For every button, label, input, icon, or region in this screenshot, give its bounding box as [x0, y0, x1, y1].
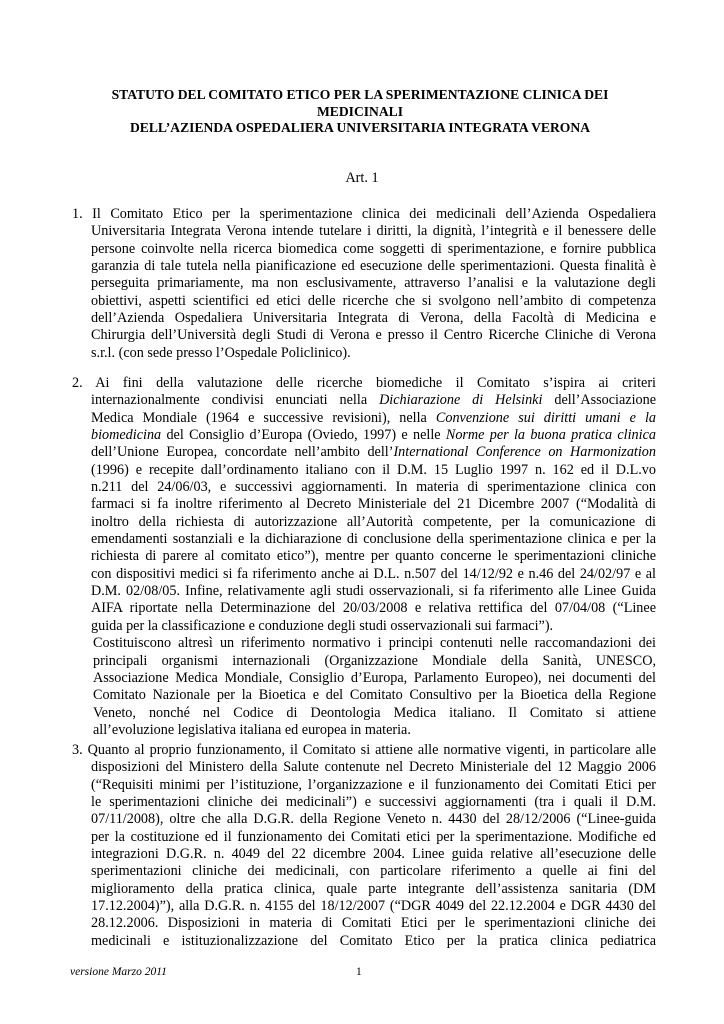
text-line: D.M. 02/08/05. Infine, relativamente agli studi osservazionali, si fa riferimento alle Linee Guida — [91, 583, 656, 600]
text-line: emendamenti sostanziali e la dichiarazione di conclusione della sperimentazione clinica e per la — [91, 531, 656, 548]
text-line: 17.12.2004)”), alla D.G.R. n. 4155 del 18/12/2007 (“DGR 4049 del 22.12.2004 e DGR 4430 del — [91, 898, 656, 915]
text-run: del Consiglio d’Europa (Oviedo, 1997) e nelle — [161, 427, 446, 444]
text-line: inoltro della richiesta di autorizzazione all’Autorità competente, per la comunicazione di — [91, 513, 656, 530]
text-line: guida per la classificazione e conduzione degli studi osservazionali sui farmaci”). — [91, 617, 554, 634]
footer-version: versione Marzo 2011 — [70, 966, 167, 978]
text-run: Medica Mondiale (1964 e successive revisioni), nella — [91, 409, 436, 426]
text-line: disposizioni del Ministero della Salute contenute nel Decreto Ministeriale del 12 Maggio 2006 — [91, 759, 656, 776]
text-line: persone coinvolte nella ricerca biomedica come soggetti di sperimentazione, e fornire pubblica — [91, 240, 656, 257]
text-line: s.r.l. (con sede presso l’Ospedale Policlinico). — [91, 344, 351, 361]
page-number: 1 — [356, 966, 362, 978]
text-line: 2. Ai fini della valutazione delle ricerche biomediche il Comitato s’ispira ai criteri — [72, 375, 656, 391]
text-line: Chirurgia dell’Università degli Studi di Verona e presso il Centro Ricerche Cliniche di Verona — [91, 327, 656, 344]
italic-ref: International Conference on Harmonization — [393, 444, 656, 461]
text-line: per la costituzione ed il funzionamento dei Comitati etici per la sperimentazione. Modifiche ed — [91, 828, 656, 845]
document-title — [70, 87, 650, 137]
italic-ref: biomedicina — [91, 427, 162, 444]
text-line: Comitato Nazionale per la Bioetica e del Comitato Consultivo per la Bioetica della Regione — [93, 687, 656, 704]
text-line: integrazioni D.G.R. n. 4049 del 22 dicembre 2004. Linee guida relative all’esecuzione delle — [91, 846, 656, 863]
text-line: miglioramento della pratica clinica, quale parte integrante dell’assistenza sanitaria (DM — [91, 880, 656, 897]
text-line: medicinali e istituzionalizzazione del Comitato Etico per la pratica clinica pediatrica — [91, 932, 656, 949]
text-line — [72, 427, 656, 444]
text-line: dell’Azienda Ospedaliera Universitaria Integrata di Verona, della Facoltà di Medicina e — [91, 310, 656, 327]
text-line: richiesta di parere al comitato etico”), mentre per quanto concerne le sperimentazioni cliniche — [91, 548, 656, 565]
text-line: Universitaria Integrata Verona intende tutelare i diritti, la dignità, l’integrità e il benessere delle — [91, 223, 656, 240]
text-line: perseguita primariamente, ma non esclusivamente, attraverso l’analisi e la valutazione degli — [91, 275, 656, 292]
text-run: dell’Associazione — [542, 392, 657, 409]
text-line: 1. Il Comitato Etico per la sperimentazione clinica dei medicinali dell’Azienda Ospedaliera — [72, 206, 656, 222]
text-line: all’evoluzione legislativa italiana ed europea in materia. — [93, 721, 411, 738]
text-run: internazionalmente condivisi enunciati nella — [91, 392, 380, 409]
text-line: sperimentazioni cliniche dei medicinali, con particolare riferimento a quelle ai fini del — [91, 863, 656, 880]
title-line: DELL’AZIENDA OSPEDALIERA UNIVERSITARIA INTEGRATA VERONA — [129, 120, 591, 135]
text-line: Veneto, nonché nel Codice di Deontologia Medica italiano. Il Comitato si attiene — [93, 704, 656, 721]
italic-ref: Norme per la buona pratica clinica — [445, 427, 656, 444]
paragraph-3 — [72, 742, 656, 950]
text-line: con dispositivi medici si fa riferimento anche ai D.L. n.507 del 14/12/92 e n.46 del 24/02/97 e al — [91, 565, 656, 582]
text-line: garanzia di tale tutela nella pianificazione ed esecuzione delle sperimentazioni. Questa finalità è — [91, 258, 656, 275]
italic-ref: Convenzione sui diritti umani e la — [435, 409, 657, 426]
text-line — [72, 444, 656, 461]
text-line: Costituiscono altresì un riferimento normativo i principi contenuti nelle raccomandazioni dei — [93, 635, 656, 652]
text-line: principali organismi internazionali (Organizzazione Mondiale della Sanità, UNESCO, — [93, 652, 656, 669]
text-run: dell’Unione Europea, concordate nell’ambito dell’ — [91, 444, 394, 461]
text-line: AIFA riportate nella Determinazione del 20/03/2008 e relativa rettifica del 07/04/08 (“Linee — [91, 600, 656, 617]
text-line: (“Requisiti minimi per l’istituzione, l’organizzazione e il funzionamento dei Comitati Etici per — [91, 776, 656, 793]
title-line: MEDICINALI — [316, 103, 404, 119]
text-line — [72, 392, 656, 409]
text-line: n.211 del 24/06/03, e successivi aggiornamenti. In materia di sperimentazione clinica con — [91, 479, 656, 496]
article-heading: Art. 1 — [345, 170, 379, 186]
text-line: (1996) e recepite dall’ordinamento italiano con il D.M. 15 Luglio 1997 n. 162 ed il D.L.vo — [91, 461, 656, 478]
text-line: le sperimentazioni cliniche dei medicinali”) e successivi aggiornamenti (tra i quali il D.M. — [91, 794, 656, 811]
italic-ref: Dichiarazione di Helsinki — [379, 392, 543, 409]
paragraph-1 — [72, 206, 656, 362]
text-line: 3. Quanto al proprio funzionamento, il Comitato si attiene alle normative vigenti, in particolare alle — [72, 742, 656, 758]
paragraph-2 — [72, 375, 656, 739]
text-line: 28.12.2006. Disposizioni in materia di Comitati Etici per le sperimentazioni cliniche dei — [91, 915, 656, 932]
text-line — [72, 410, 656, 427]
text-line: obiettivi, aspetti scientifici ed etici delle ricerche che si svolgono nell’ambito di competenza — [91, 292, 656, 309]
text-line: 07/11/2008), oltre che alla D.G.R. della Regione Veneto n. 4430 del 28/12/2006 (“Linee-guida — [91, 811, 656, 828]
text-line: farmaci si fa inoltre riferimento al Decreto Ministeriale del 21 Dicembre 2007 (“Modalità di — [91, 496, 656, 513]
text-line: Associazione Medica Mondiale, Consiglio d’Europa, Parlamento Europeo), nei documenti del — [93, 669, 656, 686]
title-line: STATUTO DEL COMITATO ETICO PER LA SPERIMENTAZIONE CLINICA DEI — [111, 87, 609, 102]
